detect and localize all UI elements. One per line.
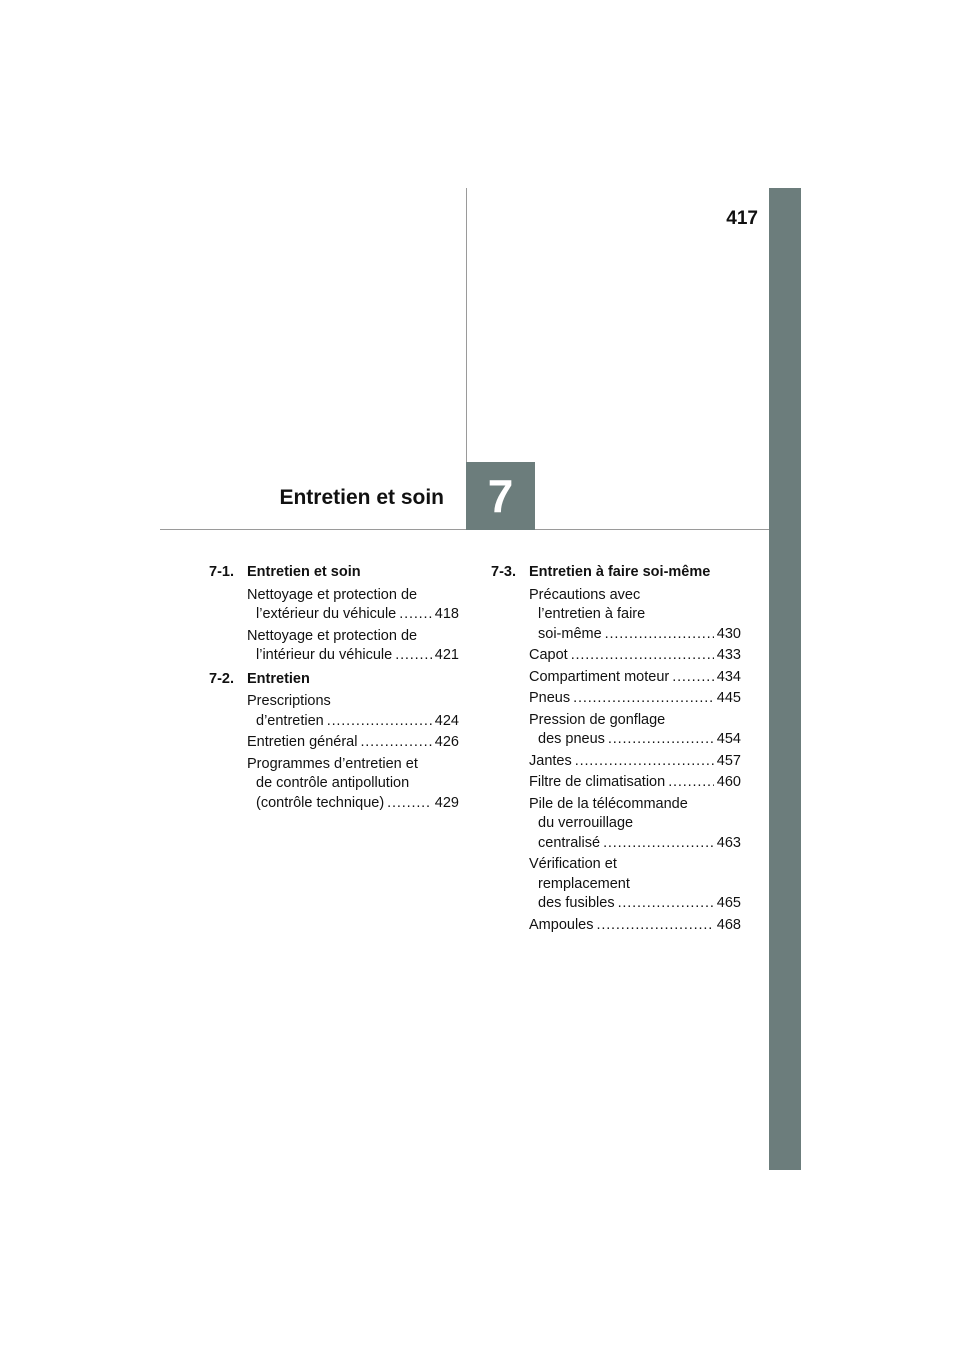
toc-page-number: 468	[716, 916, 741, 933]
toc-entry-text: Nettoyage et protection de	[247, 627, 418, 644]
dot-leader	[575, 752, 714, 772]
toc-entry[interactable]	[209, 755, 459, 814]
toc-page-number: 433	[716, 647, 741, 663]
vertical-divider	[466, 188, 467, 462]
dot-leader	[608, 730, 714, 750]
dot-leader	[360, 733, 431, 753]
toc-entry-line	[529, 795, 741, 815]
section-heading	[209, 563, 459, 583]
toc-left-column	[209, 563, 459, 817]
toc-page-number: 426	[434, 734, 459, 750]
toc-entry-line	[529, 894, 741, 914]
toc-entry[interactable]	[209, 692, 459, 731]
dot-leader	[603, 834, 714, 854]
dot-leader	[668, 773, 714, 793]
toc-page-number: 465	[716, 895, 741, 911]
toc-entry-text: du verrouillage	[538, 815, 634, 831]
toc-entry[interactable]	[491, 752, 741, 772]
section-title: Entretien à faire soi-même	[529, 564, 711, 580]
toc-entry-text: l’entretien à faire	[538, 606, 646, 622]
toc-section	[209, 670, 459, 814]
toc-page-number: 424	[434, 712, 459, 729]
section-heading	[209, 670, 459, 690]
section-title: Entretien	[247, 670, 310, 687]
chapter-title: Entretien et soin	[279, 486, 444, 509]
toc-entry-line	[529, 875, 741, 895]
toc-entry[interactable]	[491, 855, 741, 914]
toc-entry[interactable]	[491, 711, 741, 750]
dot-leader	[605, 625, 714, 645]
toc-entry[interactable]	[491, 916, 741, 936]
toc-entry[interactable]	[209, 627, 459, 666]
toc-entry-line	[529, 605, 741, 625]
toc-page-number: 434	[716, 668, 741, 685]
toc-page-number: 445	[716, 690, 741, 706]
section-title: Entretien et soin	[247, 564, 361, 580]
toc-entry-text: des fusibles	[538, 895, 615, 911]
toc-page-number: 460	[716, 774, 741, 790]
toc-entry[interactable]	[491, 586, 741, 645]
dot-leader	[327, 712, 432, 732]
toc-entry[interactable]	[209, 733, 459, 753]
section-number: 7-1.	[209, 564, 234, 580]
toc-page-number: 429	[434, 794, 459, 811]
toc-entry-line	[529, 711, 741, 731]
section-number: 7-2.	[209, 670, 234, 687]
toc-entry-line	[529, 586, 741, 606]
toc-entry-text: Jantes	[529, 752, 572, 769]
dot-leader	[596, 916, 713, 936]
toc-entry-line	[529, 773, 741, 793]
toc-entry-text: Pneus	[529, 690, 571, 706]
toc-entry-text: centralisé	[538, 834, 601, 851]
toc-entry-line	[247, 774, 459, 794]
toc-page-number: 418	[434, 606, 459, 622]
toc-entry-text: (contrôle technique)	[256, 794, 385, 811]
toc-entry-text: Entretien général	[247, 734, 358, 750]
dot-leader	[399, 605, 432, 625]
toc-entry-line	[529, 814, 741, 834]
toc-entry-line	[247, 627, 459, 647]
toc-entry-text: d’entretien	[256, 712, 324, 729]
toc-entry-line	[247, 755, 459, 775]
toc-entry-text: de contrôle antipollution	[256, 775, 410, 791]
toc-page-number: 463	[716, 834, 741, 851]
toc-entry-text: des pneus	[538, 731, 605, 747]
toc-entry-line	[247, 712, 459, 732]
toc-page-number: 430	[716, 625, 741, 642]
chapter-number-box: 7	[466, 462, 535, 530]
toc-page-number: 457	[716, 752, 741, 769]
toc-right-column	[491, 563, 741, 939]
toc-entry-text: Programmes d’entretien et	[247, 755, 418, 772]
toc-entry-line	[529, 625, 741, 645]
toc-entry-text: l’intérieur du véhicule	[256, 647, 393, 663]
toc-entry-text: remplacement	[538, 875, 630, 892]
toc-section	[491, 563, 741, 935]
toc-section	[209, 563, 459, 666]
toc-entry-line	[529, 834, 741, 854]
toc-entry[interactable]	[491, 773, 741, 793]
toc-entry-text: Précautions avec	[529, 586, 641, 603]
toc-entry-text: Prescriptions	[247, 693, 331, 709]
toc-entry-text: Filtre de climatisation	[529, 774, 666, 790]
toc-entry-text: Ampoules	[529, 916, 594, 933]
toc-entry-line	[529, 646, 741, 666]
page-number: 417	[726, 208, 758, 229]
toc-entry-line	[247, 646, 459, 666]
section-heading	[491, 563, 741, 583]
chapter-side-tab	[769, 188, 801, 1170]
toc-page-number: 454	[716, 731, 741, 747]
toc-entry-text: Capot	[529, 647, 568, 663]
toc-entry-line	[529, 855, 741, 875]
toc-entry[interactable]	[491, 668, 741, 688]
toc-entry-text: soi-même	[538, 625, 602, 642]
toc-page-number: 421	[434, 647, 459, 663]
toc-entry[interactable]	[491, 795, 741, 854]
toc-entry-line	[529, 916, 741, 936]
toc-entry[interactable]	[209, 586, 459, 625]
dot-leader	[395, 646, 432, 666]
toc-entry[interactable]	[491, 689, 741, 709]
section-number: 7-3.	[491, 564, 516, 580]
toc-entry-line	[247, 605, 459, 625]
dot-leader	[618, 894, 714, 914]
toc-entry-line	[529, 752, 741, 772]
toc-entry[interactable]	[491, 646, 741, 666]
toc-entry-line	[247, 794, 459, 814]
toc-entry-line	[247, 586, 459, 606]
toc-entry-line	[247, 692, 459, 712]
dot-leader	[573, 689, 714, 709]
toc-entry-text: Compartiment moteur	[529, 668, 670, 685]
toc-entry-text: Pression de gonflage	[529, 711, 666, 728]
toc-entry-line	[247, 733, 459, 753]
toc-entry-text: Vérification et	[529, 856, 617, 872]
dot-leader	[672, 668, 714, 688]
dot-leader	[387, 794, 432, 814]
dot-leader	[571, 646, 714, 666]
toc-entry-text: l’extérieur du véhicule	[256, 606, 397, 622]
toc-entry-line	[529, 689, 741, 709]
toc-entry-line	[529, 668, 741, 688]
toc-entry-line	[529, 730, 741, 750]
toc-entry-text: Pile de la télécommande	[529, 795, 688, 812]
horizontal-divider	[160, 529, 769, 530]
toc-entry-text: Nettoyage et protection de	[247, 586, 418, 603]
